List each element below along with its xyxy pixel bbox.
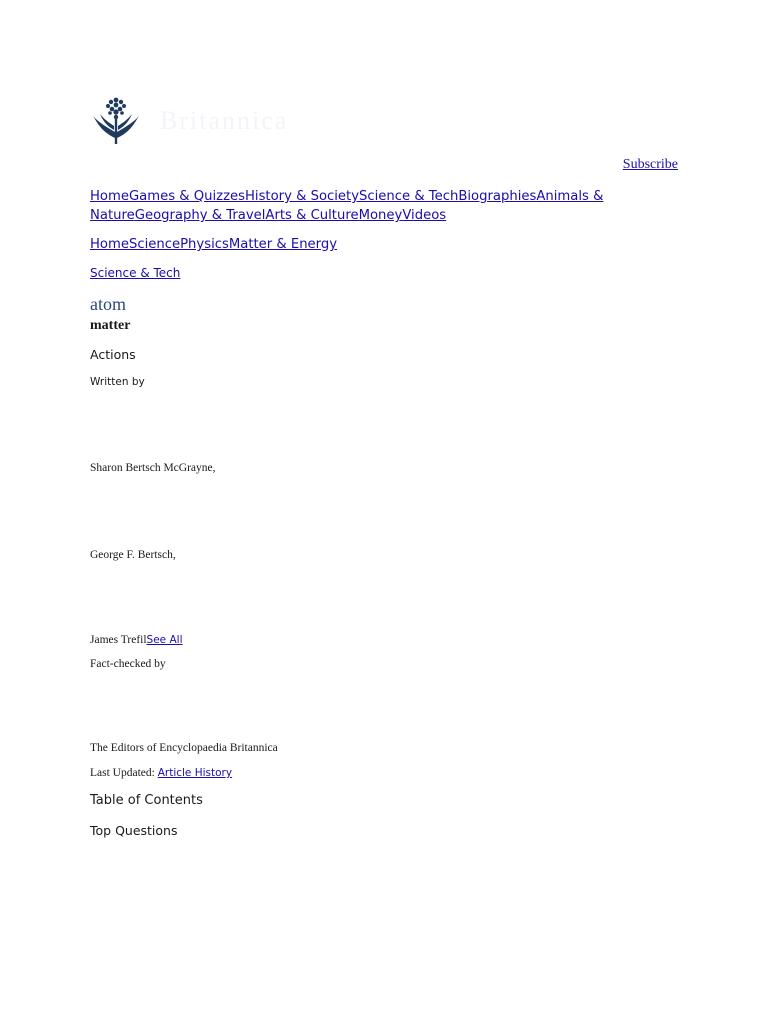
nav-arts-culture[interactable]: Arts & Culture (265, 208, 359, 223)
site-logo[interactable] (90, 92, 430, 148)
logo-wordmark: Britannica (160, 106, 289, 135)
nav-videos[interactable]: Videos (402, 208, 447, 223)
nav-games-quizzes[interactable]: Games & Quizzes (128, 189, 245, 204)
written-by-label: Written by (90, 376, 145, 388)
fact-checker-name: The Editors of Encyclopaedia Britannica (90, 742, 278, 754)
nav-biographies[interactable]: Biographies (458, 189, 537, 204)
author-sharon-bertsch-mcgrayne: Sharon Bertsch McGrayne, (90, 462, 216, 474)
page-title: atom (90, 294, 126, 314)
breadcrumb-matter-energy[interactable]: Matter & Energy (228, 237, 338, 252)
author-james-trefil: James Trefil (90, 634, 147, 646)
top-questions-button[interactable]: Top Questions (90, 823, 178, 838)
breadcrumb-physics[interactable]: Physics (180, 237, 229, 252)
last-updated-label: Last Updated: (90, 767, 155, 779)
nav-science-tech[interactable]: Science & Tech (359, 189, 459, 204)
author-row-james-trefil (90, 634, 183, 646)
breadcrumb-home[interactable]: Home (90, 237, 129, 252)
article-history-link[interactable]: Article History (157, 767, 233, 779)
thistle-logo-icon (90, 92, 142, 146)
see-all-authors-link[interactable]: See All (146, 634, 183, 646)
table-of-contents-button[interactable]: Table of Contents (90, 793, 203, 808)
breadcrumb (90, 235, 337, 254)
breadcrumb-science[interactable]: Science (128, 237, 181, 252)
topic-link-science-tech[interactable]: Science & Tech (90, 266, 181, 280)
fact-checked-label: Fact-checked by (90, 658, 166, 670)
subscribe-link[interactable]: Subscribe (622, 157, 678, 172)
nav-money[interactable]: Money (358, 208, 403, 223)
last-updated-row (90, 767, 232, 779)
actions-button[interactable]: Actions (90, 347, 136, 362)
nav-history-society[interactable]: History & Society (244, 189, 360, 204)
main-nav (90, 187, 680, 225)
page-subtitle: matter (90, 318, 131, 333)
author-george-bertsch: George F. Bertsch, (90, 549, 176, 561)
nav-animals-nature[interactable]: Animals & Nature (90, 189, 604, 223)
nav-home[interactable]: Home (90, 189, 129, 204)
nav-geography-travel[interactable]: Geography & Travel (134, 208, 266, 223)
